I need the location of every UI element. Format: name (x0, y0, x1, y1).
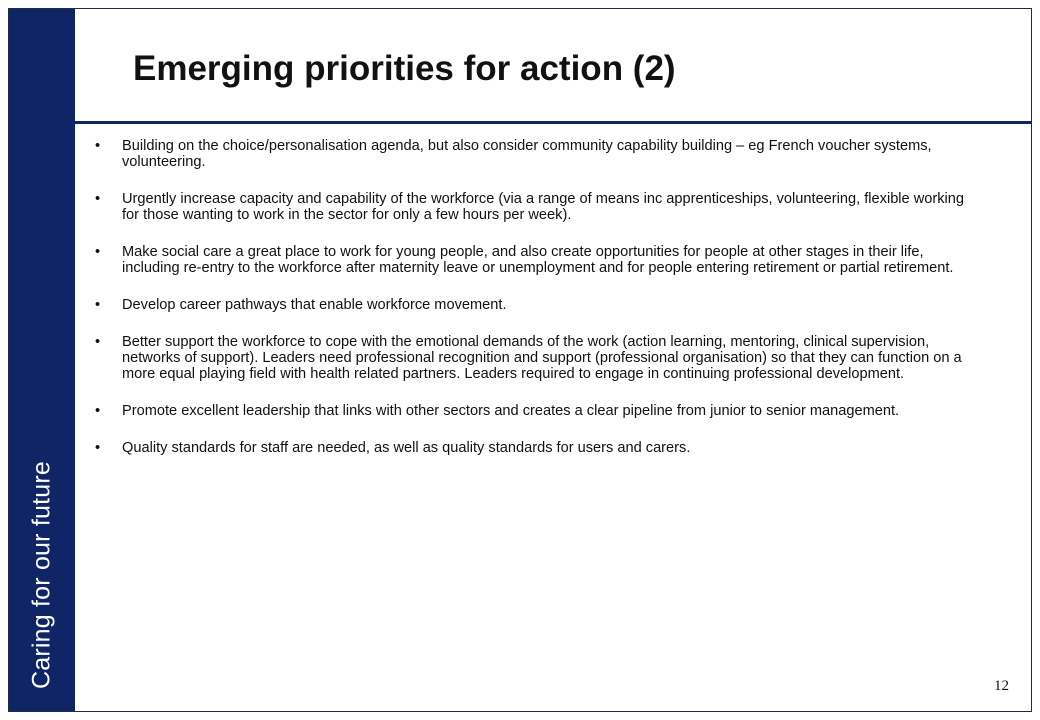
bullet-dot-icon: • (95, 297, 101, 313)
bullet-item (95, 191, 975, 223)
bullet-text: Make social care a great place to work for young people, and also create opportunities for people at other stages in their life, including re-entry to the workforce after maternity leave or unemployment and for people entering retirement or partial retirement. (122, 244, 954, 276)
bullet-dot-icon: • (95, 244, 101, 260)
bullet-dot-icon: • (95, 403, 101, 419)
bullet-item (95, 244, 975, 276)
slide (8, 8, 1032, 712)
bullet-text: Develop career pathways that enable workforce movement. (122, 297, 507, 313)
bullet-dot-icon: • (95, 138, 101, 154)
bullet-list (95, 138, 975, 477)
bullet-item (95, 334, 975, 382)
bullet-item (95, 440, 975, 456)
page-number: 12 (994, 678, 1009, 694)
bullet-dot-icon: • (95, 191, 101, 207)
slide-title: Emerging priorities for action (2) (133, 49, 676, 88)
bullet-item (95, 138, 975, 170)
bullet-text: Better support the workforce to cope with the emotional demands of the work (action learning, mentoring, clinical supervision, networks of support). Leaders need professional recognition and support (professional organisation) so that they can function on a more equal playing field with health related partners. Leaders required to engage in continuing professional development. (122, 334, 962, 382)
bullet-dot-icon: • (95, 334, 101, 350)
bullet-dot-icon: • (95, 440, 101, 456)
sidebar-label: Caring for our future (27, 461, 56, 689)
bullet-text: Building on the choice/personalisation agenda, but also consider community capability building – eg French voucher systems, volunteering. (122, 138, 932, 170)
bullet-item (95, 403, 975, 419)
title-divider (75, 121, 1031, 124)
bullet-text: Quality standards for staff are needed, as well as quality standards for users and carers. (122, 440, 691, 456)
bullet-item (95, 297, 975, 313)
bullet-text: Promote excellent leadership that links with other sectors and creates a clear pipeline from junior to senior management. (122, 403, 900, 419)
bullet-text: Urgently increase capacity and capability of the workforce (via a range of means inc apprenticeships, volunteering, flexible working for those wanting to work in the sector for only a few hours per week). (122, 191, 965, 223)
sidebar-band (9, 9, 75, 711)
